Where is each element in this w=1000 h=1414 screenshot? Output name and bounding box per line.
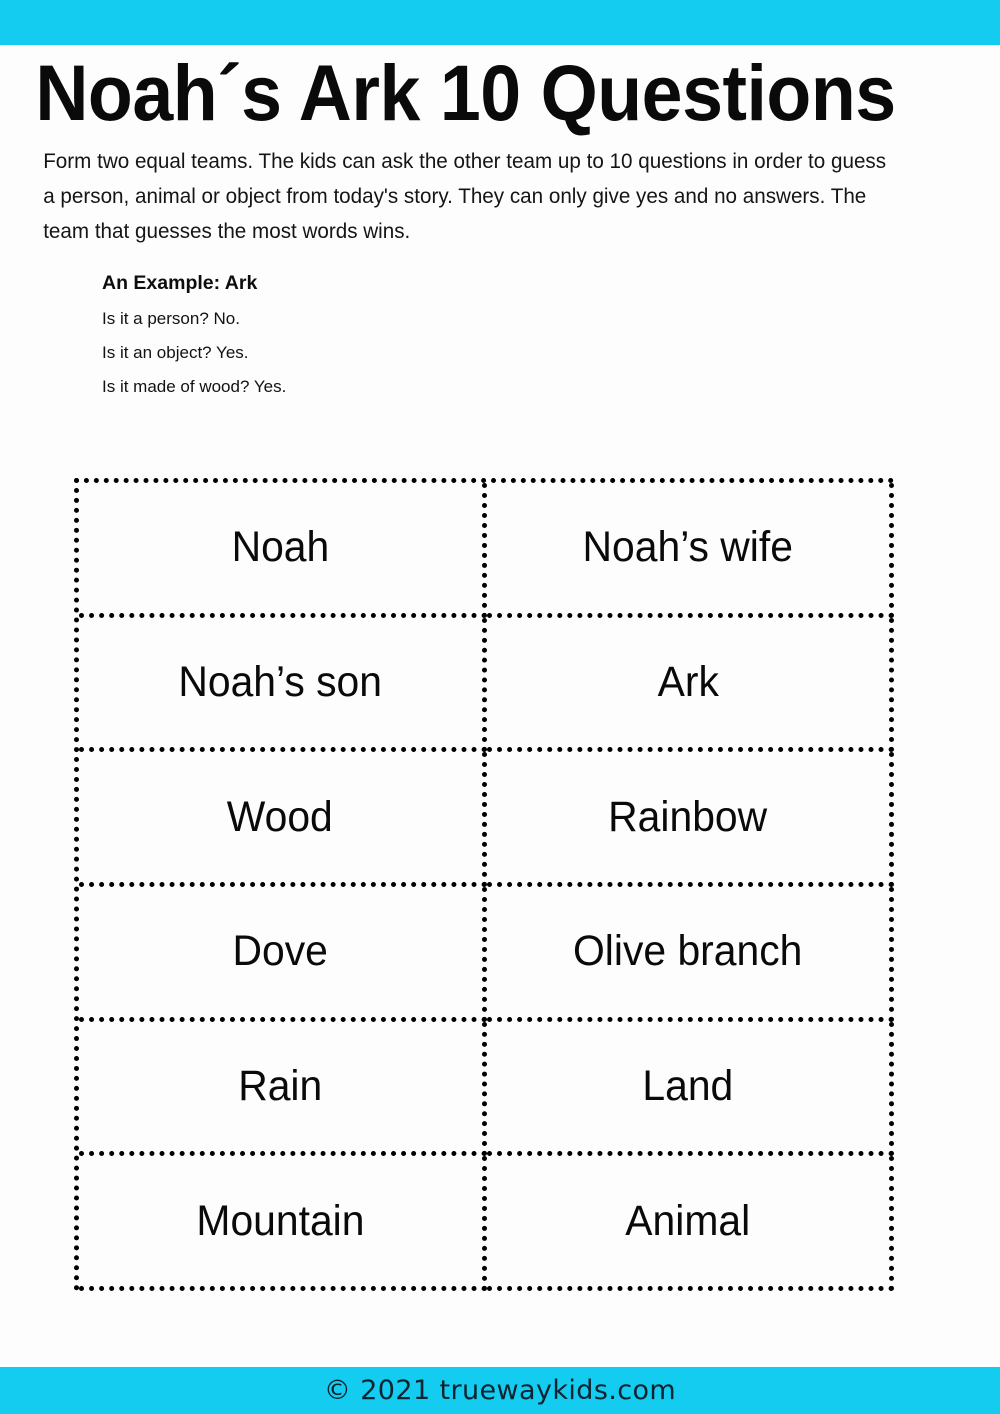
example-qa-line: Is it an object? Yes. [102, 343, 249, 363]
word-card[interactable] [79, 887, 487, 1022]
intro-paragraph: Form two equal teams. The kids can ask the other team up to 10 questions in order to guess a person, animal or object from today's story. They can only give yes and no answers. The team that guesses the most words wins. [43, 149, 887, 243]
word-card[interactable] [79, 1156, 487, 1291]
word-card-label: Ark [657, 657, 719, 706]
word-card[interactable] [487, 752, 895, 887]
word-card-label: Noah’s wife [582, 523, 793, 572]
example-qa-list [0, 295, 1000, 397]
top-accent-bar [0, 0, 1000, 45]
example-qa-line: Is it a person? No. [102, 309, 240, 329]
word-card-label: Noah’s son [178, 657, 383, 706]
word-card[interactable] [487, 483, 895, 618]
word-card-label: Olive branch [573, 927, 803, 976]
word-card[interactable] [487, 1022, 895, 1157]
word-card[interactable] [79, 1022, 487, 1157]
word-card[interactable] [79, 483, 487, 618]
word-card-label: Animal [625, 1196, 751, 1245]
word-card[interactable] [487, 618, 895, 753]
word-card-label: Land [642, 1061, 734, 1110]
word-card-label: Mountain [196, 1196, 365, 1245]
example-heading: An Example: Ark [102, 272, 258, 295]
word-card-label: Noah [231, 523, 330, 572]
word-card-label: Rainbow [608, 792, 768, 841]
worksheet-content [0, 45, 1000, 397]
bottom-accent-bar [0, 1367, 1000, 1414]
example-qa-line: Is it made of wood? Yes. [102, 377, 287, 397]
word-card-label: Rain [238, 1061, 323, 1110]
word-card[interactable] [487, 1156, 895, 1291]
word-card[interactable] [487, 887, 895, 1022]
word-card[interactable] [79, 752, 487, 887]
footer-copyright: © 2021 truewaykids.com [323, 1375, 677, 1406]
word-card-label: Dove [232, 927, 328, 976]
page-title: Noah´s Ark 10 Questions [35, 48, 896, 137]
word-card-label: Wood [227, 792, 334, 841]
word-card-grid [74, 478, 894, 1291]
word-card[interactable] [79, 618, 487, 753]
